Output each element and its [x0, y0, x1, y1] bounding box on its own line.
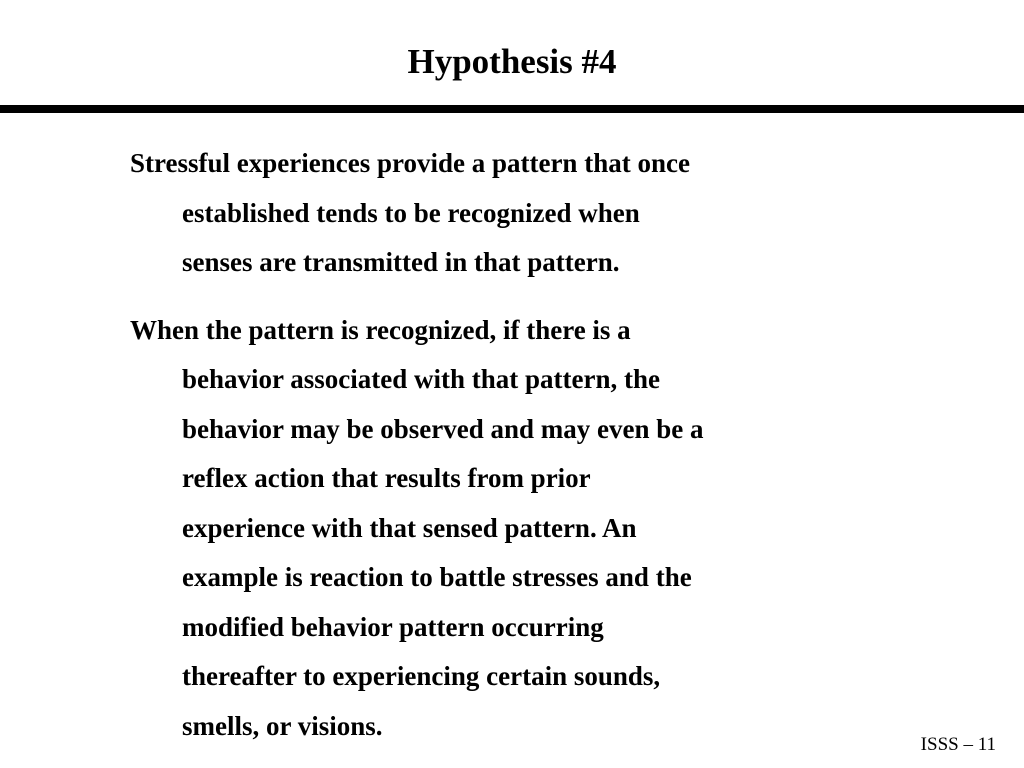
title-divider	[0, 105, 1024, 113]
paragraph-line: experience with that sensed pattern. An	[182, 512, 637, 543]
slide-body	[130, 139, 860, 751]
paragraph-line: modified behavior pattern occurring	[182, 611, 604, 642]
paragraph-line: thereafter to experiencing certain sounds,	[182, 661, 661, 691]
paragraph-line: established tends to be recognized when	[182, 197, 640, 228]
paragraph-line: example is reaction to battle stresses and the	[182, 562, 692, 592]
paragraph-line: smells, or visions.	[182, 710, 383, 741]
paragraph-line: Stressful experiences provide a pattern that once	[130, 148, 690, 178]
slide-title: Hypothesis #4	[407, 42, 617, 81]
paragraph-line: behavior may be observed and may even be a	[182, 413, 704, 444]
paragraph-1	[130, 139, 860, 288]
paragraph-2	[130, 306, 860, 752]
paragraph-line: behavior associated with that pattern, the	[182, 364, 660, 394]
slide-footer: ISSS – 11	[920, 734, 996, 755]
paragraph-line: senses are transmitted in that pattern.	[182, 247, 620, 277]
paragraph-line: When the pattern is recognized, if there is a	[130, 314, 631, 345]
paragraph-line: reflex action that results from prior	[182, 463, 591, 493]
